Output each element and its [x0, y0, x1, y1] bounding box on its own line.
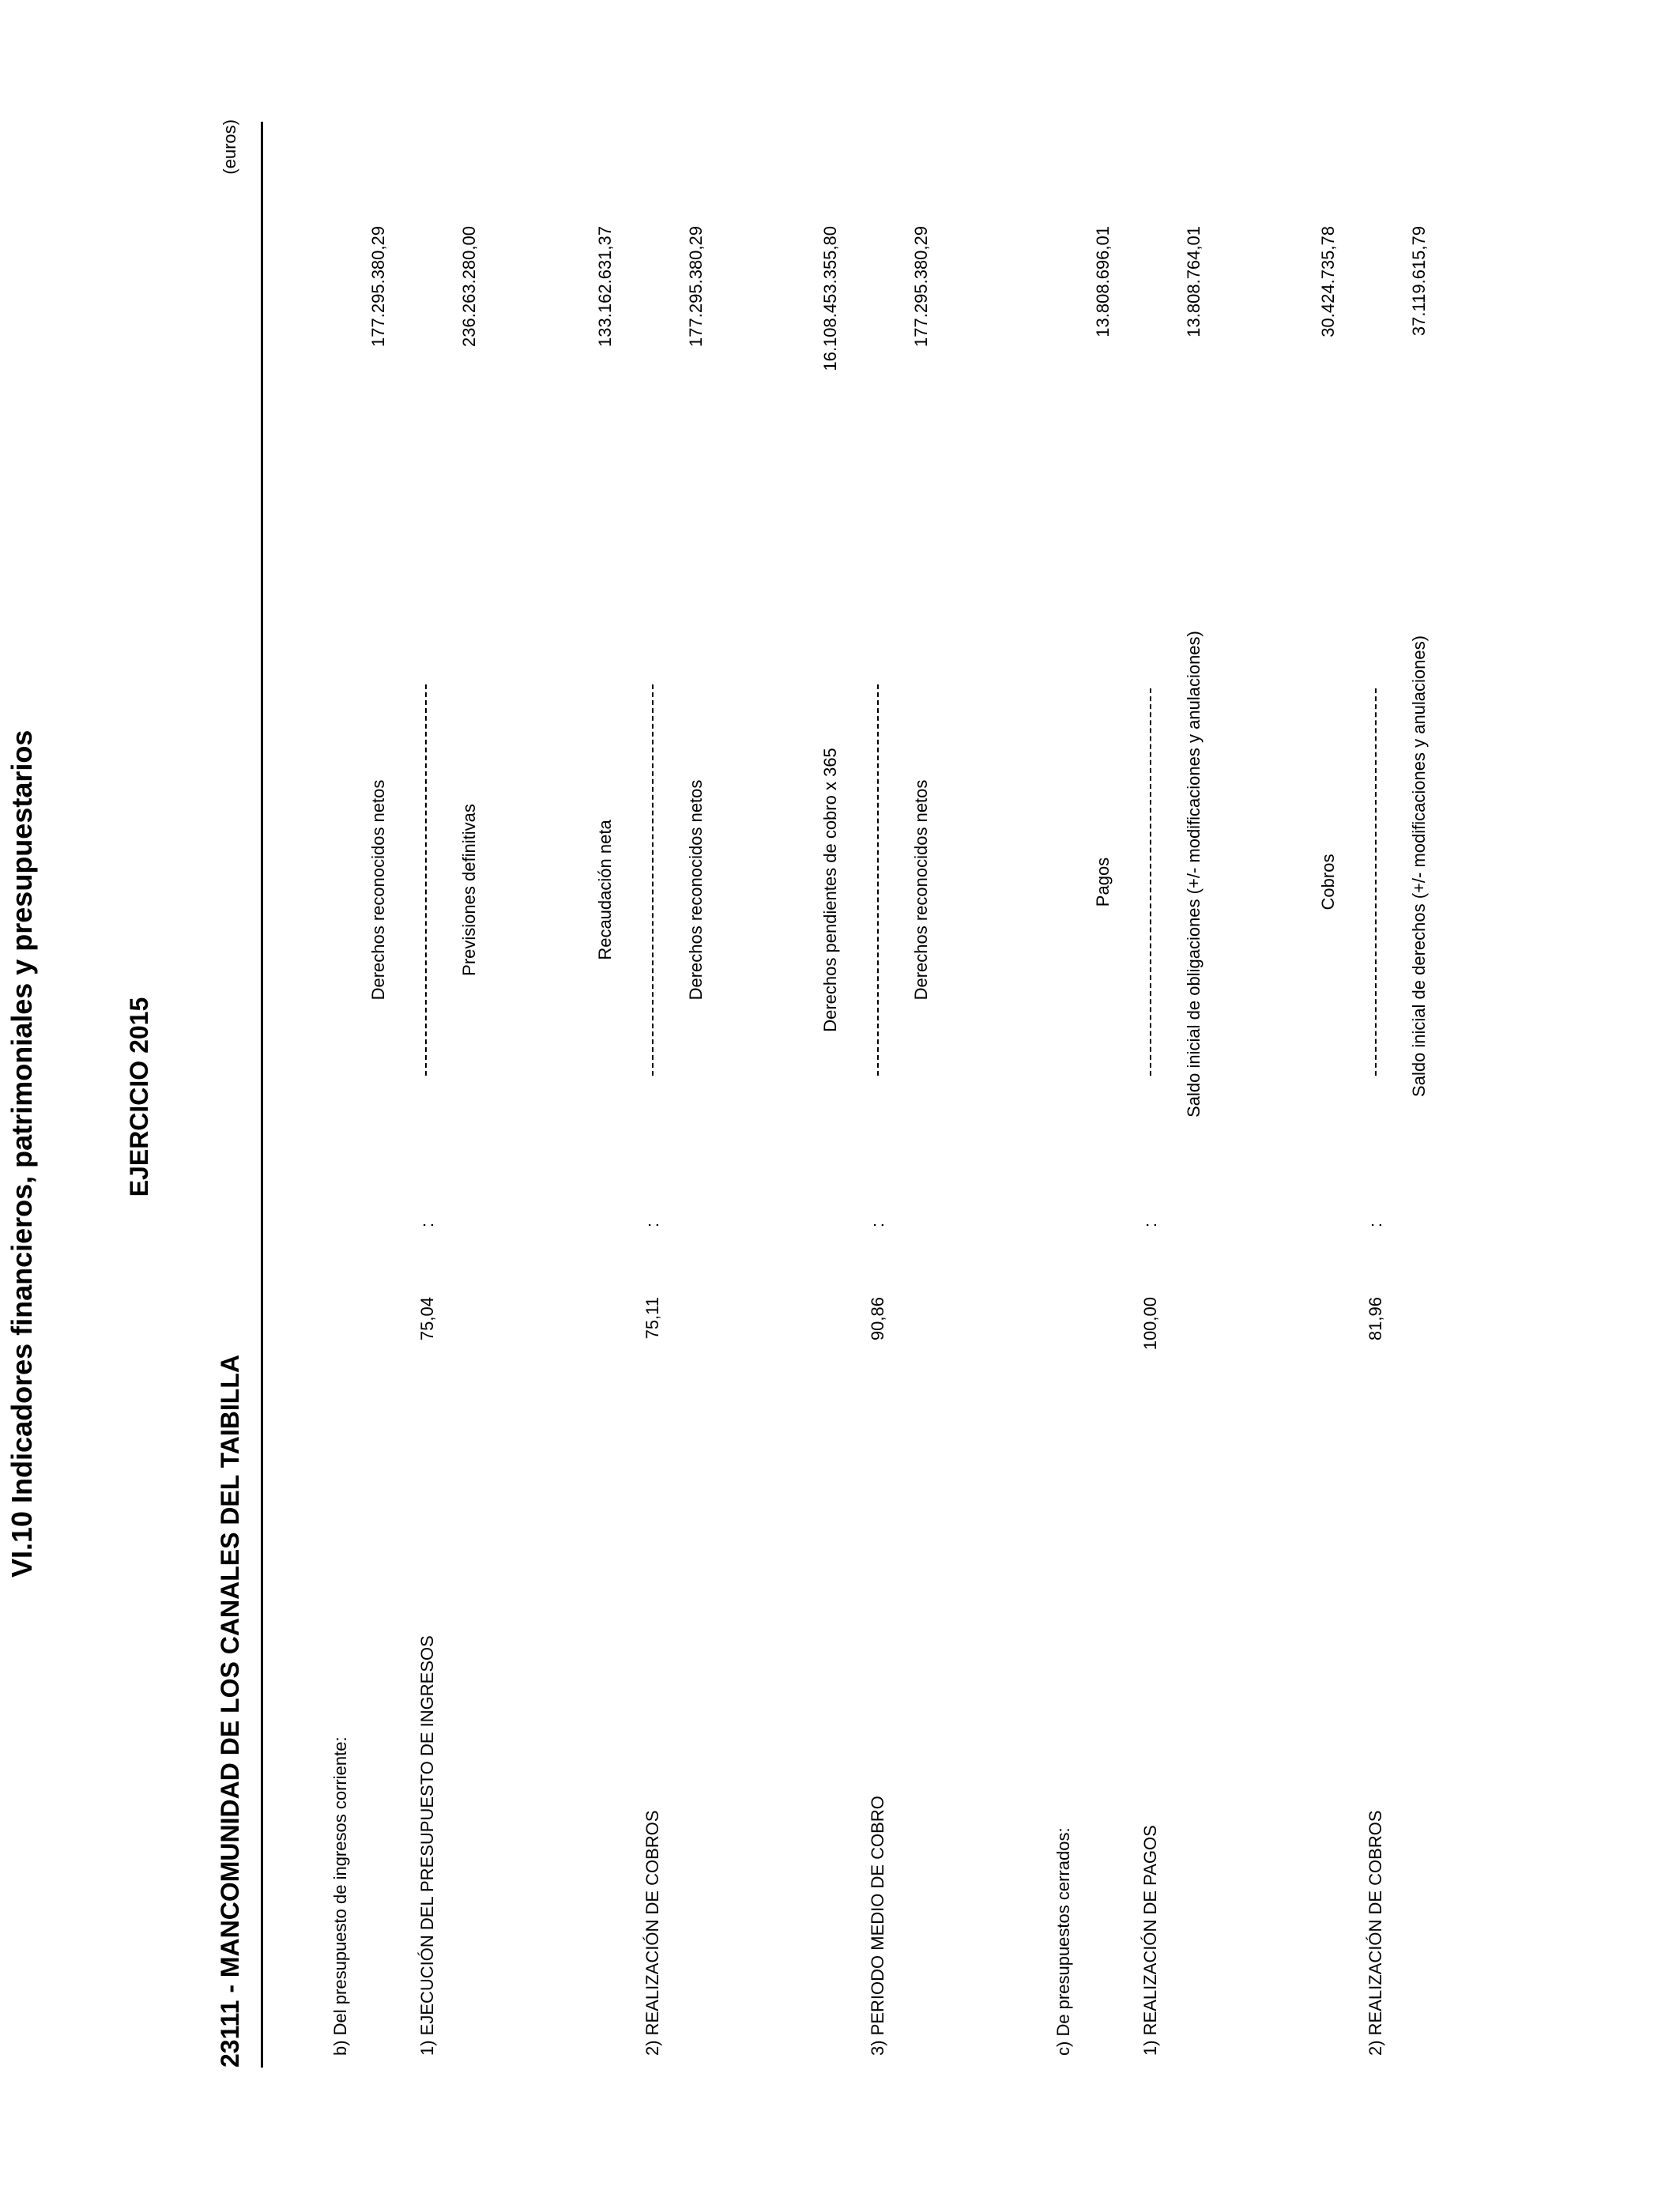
ratio-separator: :	[868, 1222, 887, 1227]
fraction-line	[1375, 688, 1377, 1076]
row-label: 1) EJECUCIÓN DEL PRESUPUESTO DE INGRESOS	[417, 1635, 437, 2056]
numerator-value: 30.424.735,78	[1318, 226, 1338, 337]
denominator-label: Previsiones definitivas	[459, 804, 479, 976]
indicator-value: 100,00	[1140, 1297, 1160, 1351]
section-c-heading: c) De presupuestos cerrados:	[1053, 1827, 1073, 2056]
row-label: 2) REALIZACIÓN DE COBROS	[1365, 1810, 1385, 2056]
denominator-label: Derechos reconocidos netos	[911, 779, 931, 1001]
ratio-separator: :	[642, 1222, 662, 1227]
numerator-label: Recaudación neta	[595, 820, 615, 960]
indicator-value: 81,96	[1365, 1297, 1385, 1341]
denominator-value: 37.119.615,79	[1409, 226, 1429, 337]
row-label: 2) REALIZACIÓN DE COBROS	[642, 1810, 662, 2056]
numerator-label: Derechos reconocidos netos	[368, 779, 388, 1001]
section-b-heading: b) Del presupuesto de ingresos corriente:	[330, 1736, 350, 2056]
denominator-label: Derechos reconocidos netos	[686, 779, 706, 1001]
denominator-value: 236.263.280,00	[459, 226, 479, 347]
fraction-line	[425, 684, 427, 1076]
ratio-separator: :	[1365, 1222, 1385, 1227]
denominator-label: Saldo inicial de obligaciones (+/- modificaciones y anulaciones)	[1184, 631, 1203, 1118]
exercise-heading: EJERCICIO 2015	[125, 997, 153, 1197]
row-label: 1) REALIZACIÓN DE PAGOS	[1140, 1825, 1160, 2056]
numerator-value: 16.108.453.355,80	[820, 226, 840, 371]
unit-label: (euros)	[220, 119, 239, 175]
denominator-value: 177.295.380,29	[911, 226, 931, 347]
numerator-value: 13.808.696,01	[1093, 226, 1113, 337]
entity-heading: 23111 - MANCOMUNIDAD DE LOS CANALES DEL TAIBILLA	[216, 1354, 244, 2068]
ratio-separator: :	[1140, 1222, 1160, 1227]
indicator-value: 75,04	[417, 1297, 437, 1341]
numerator-label: Cobros	[1318, 854, 1338, 910]
numerator-value: 133.162.631,37	[595, 226, 615, 347]
numerator-label: Pagos	[1093, 857, 1113, 907]
row-label: 3) PERIODO MEDIO DE COBRO	[868, 1796, 887, 2056]
denominator-value: 177.295.380,29	[686, 226, 706, 347]
indicator-value: 75,11	[642, 1297, 662, 1340]
document-title: VI.10 Indicadores financieros, patrimoniales y presupuestarios	[6, 729, 38, 1578]
fraction-line	[877, 684, 879, 1076]
indicator-value: 90,86	[868, 1297, 887, 1341]
denominator-value: 13.808.764,01	[1184, 226, 1203, 337]
fraction-line	[652, 684, 654, 1076]
ratio-separator: :	[417, 1222, 437, 1227]
numerator-label: Derechos pendientes de cobro x 365	[820, 748, 840, 1032]
numerator-value: 177.295.380,29	[368, 226, 388, 347]
fraction-line	[1150, 688, 1151, 1076]
denominator-label: Saldo inicial de derechos (+/- modificaciones y anulaciones)	[1409, 635, 1429, 1097]
header-rule	[261, 122, 263, 2068]
